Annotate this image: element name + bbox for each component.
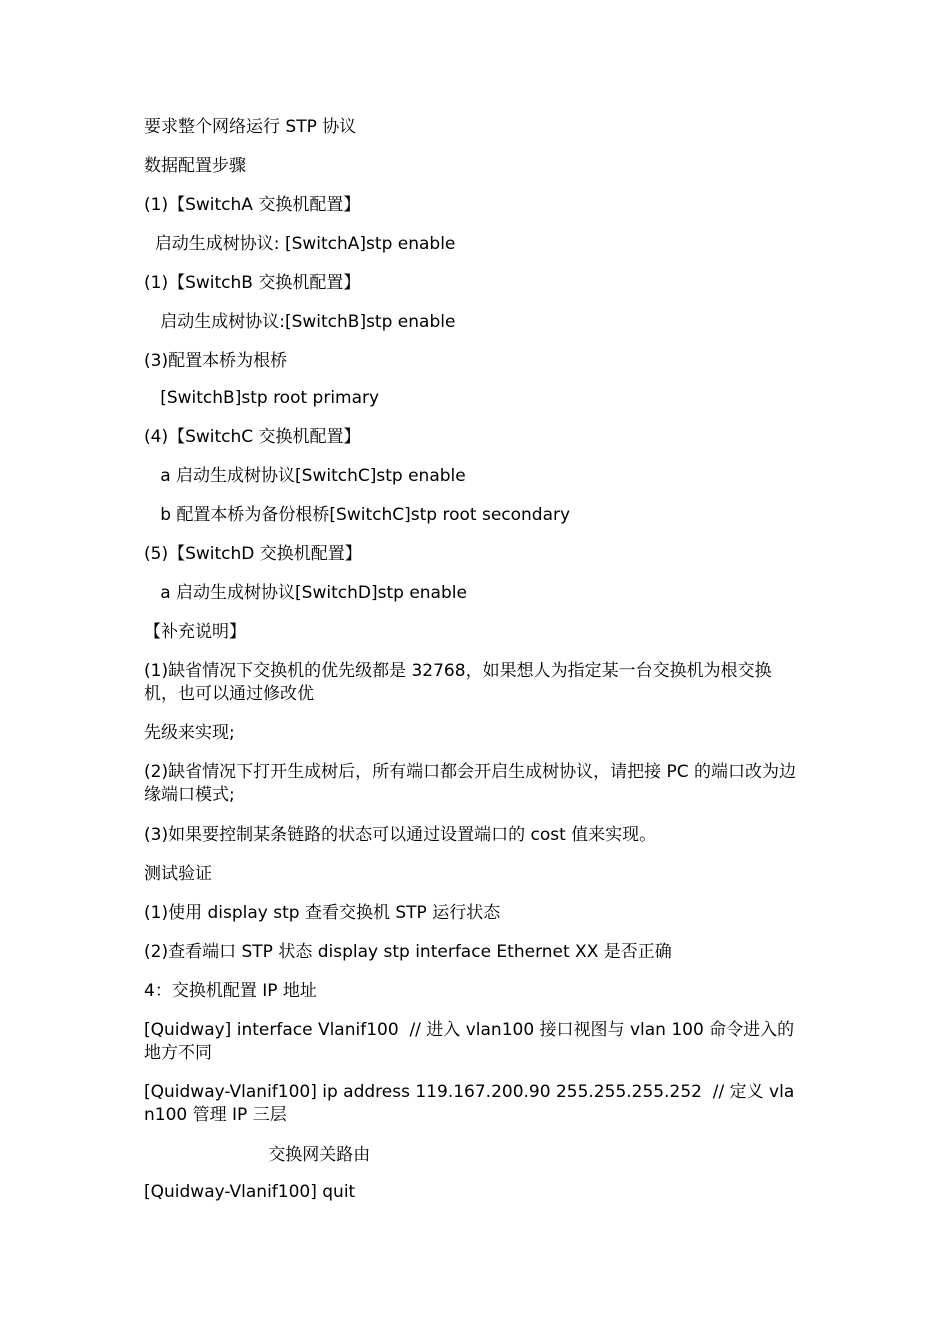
text-line-8: [SwitchB]stp root primary (144, 388, 380, 408)
text-line-1: 要求整个网络运行 STP 协议 (144, 117, 357, 137)
text-line-2: 数据配置步骤 (144, 156, 246, 176)
text-line-23: [Quidway] interface Vlanif100 // 进入 vlan100 接口视图与 vlan 100 命令进入的地方不同 (144, 1020, 795, 1063)
text-line-19: 测试验证 (144, 864, 212, 884)
text-line-25: 交换网关路由 (144, 1145, 371, 1165)
text-line-3: (1)【SwitchA 交换机配置】 (144, 195, 361, 215)
text-line-7: (3)配置本桥为根桥 (144, 351, 288, 371)
text-line-4: 启动生成树协议: [SwitchA]stp enable (144, 234, 456, 254)
text-line-11: b 配置本桥为备份根桥[SwitchC]stp root secondary (144, 505, 571, 525)
text-line-10: a 启动生成树协议[SwitchC]stp enable (144, 466, 466, 486)
text-line-24: [Quidway-Vlanif100] ip address 119.167.200.90 255.255.255.252 // 定义 vlan100 管理 IP 三层 (144, 1082, 795, 1125)
text-line-20: (1)使用 display stp 查看交换机 STP 运行状态 (144, 903, 501, 923)
text-line-12: (5)【SwitchD 交换机配置】 (144, 544, 362, 564)
text-line-16: 先级来实现; (144, 723, 235, 743)
text-line-14: 【补充说明】 (144, 622, 246, 642)
text-line-15: (1)缺省情况下交换机的优先级都是 32768，如果想人为指定某一台交换机为根交换机，也可以通过修改优 (144, 661, 772, 704)
text-line-6: 启动生成树协议:[SwitchB]stp enable (144, 312, 456, 332)
text-line-5: (1)【SwitchB 交换机配置】 (144, 273, 361, 293)
text-line-17: (2)缺省情况下打开生成树后，所有端口都会开启生成树协议，请把接 PC 的端口改为边缘端口模式; (144, 762, 797, 805)
text-line-21: (2)查看端口 STP 状态 display stp interface Ethernet XX 是否正确 (144, 942, 672, 962)
text-line-13: a 启动生成树协议[SwitchD]stp enable (144, 583, 467, 603)
text-line-18: (3)如果要控制某条链路的状态可以通过设置端口的 cost 值来实现。 (144, 825, 657, 845)
text-line-22: 4：交换机配置 IP 地址 (144, 981, 317, 1001)
text-line-26: [Quidway-Vlanif100] quit (144, 1182, 356, 1202)
text-line-9: (4)【SwitchC 交换机配置】 (144, 427, 361, 447)
